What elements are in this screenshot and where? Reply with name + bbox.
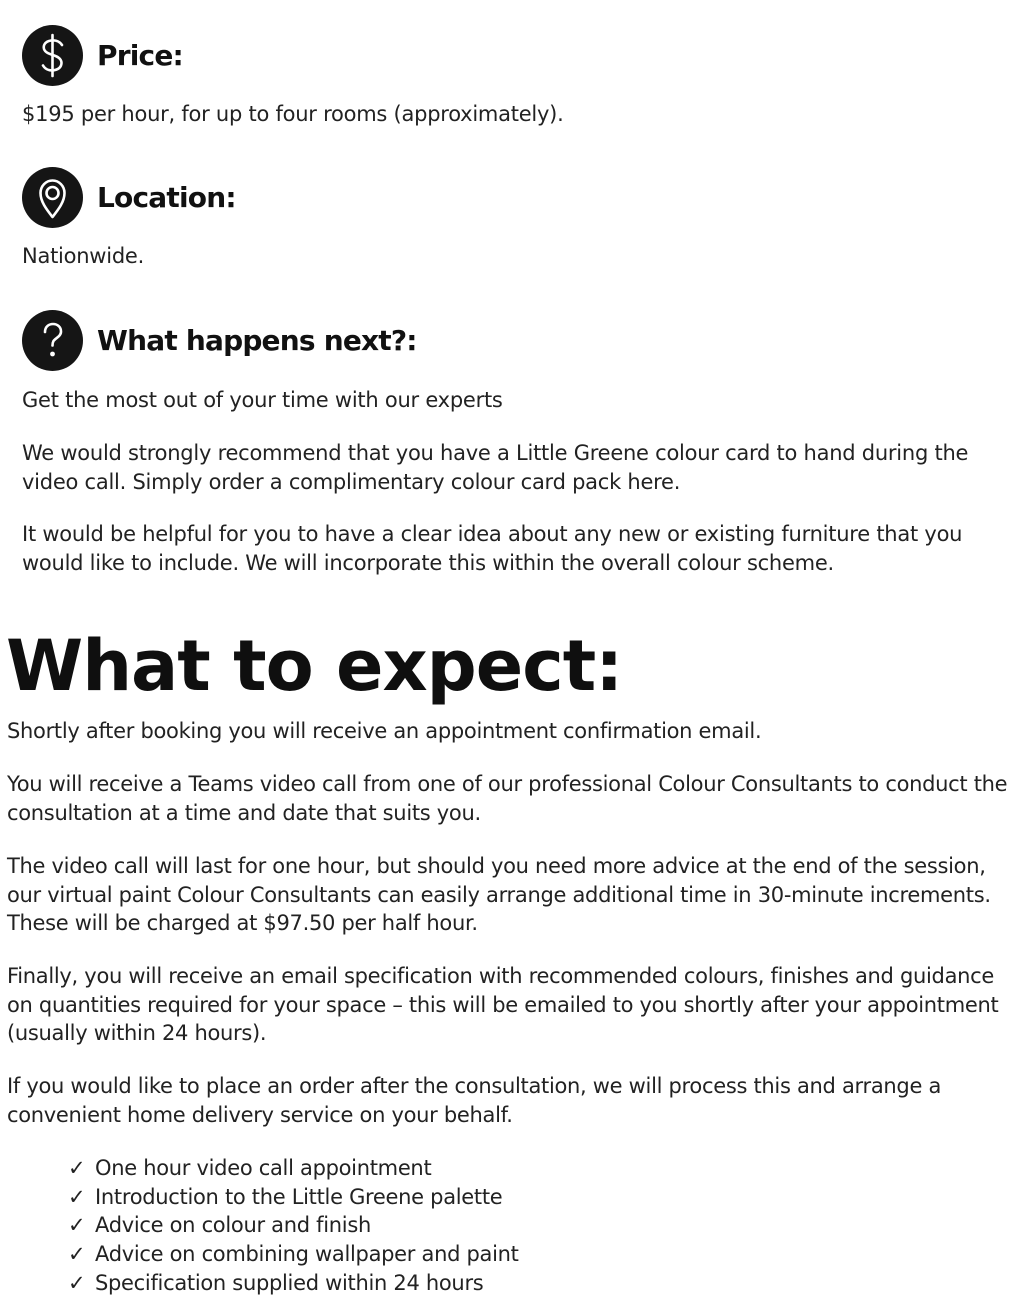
check-icon: ✓ bbox=[68, 1184, 86, 1209]
checklist-item-label: Advice on combining wallpaper and paint bbox=[95, 1242, 519, 1267]
benefits-checklist bbox=[68, 1154, 519, 1298]
check-icon: ✓ bbox=[68, 1242, 86, 1267]
next-paragraph-2: We would strongly recommend that you have a Little Greene colour card to hand during the video call. Simply order a complimentary colour card pack here. bbox=[22, 441, 969, 494]
dollar-icon bbox=[22, 25, 83, 86]
checklist-item-label: One hour video call appointment bbox=[95, 1156, 432, 1180]
price-title: Price: bbox=[97, 38, 183, 72]
next-section bbox=[22, 309, 1002, 371]
expect-paragraph-5: If you would like to place an order after the consultation, we will process this and arrange a convenient home delivery service on your behalf. bbox=[7, 1074, 942, 1127]
expect-heading: What to expect: bbox=[6, 625, 623, 707]
checklist-item bbox=[68, 1154, 519, 1183]
next-paragraph-3: It would be helpful for you to have a clear idea about any new or existing furniture that you would like to include. We will incorporate this within the overall colour scheme. bbox=[22, 522, 963, 575]
next-paragraph-1: Get the most out of your time with our experts bbox=[22, 388, 503, 412]
checklist-item bbox=[68, 1183, 519, 1212]
location-section bbox=[22, 166, 1002, 271]
location-header bbox=[22, 166, 1002, 228]
check-icon: ✓ bbox=[68, 1156, 86, 1180]
checklist-item-label: Specification supplied within 24 hours bbox=[95, 1270, 484, 1295]
next-title: What happens next?: bbox=[97, 323, 417, 357]
location-title: Location: bbox=[97, 180, 236, 214]
expect-paragraph-2: You will receive a Teams video call from one of our professional Colour Consultants to conduct the consultation at a time and date that suits you. bbox=[7, 772, 1008, 825]
next-header bbox=[22, 309, 1002, 371]
price-header bbox=[22, 24, 1002, 86]
expect-paragraph-1: Shortly after booking you will receive an appointment confirmation email. bbox=[7, 719, 762, 743]
checklist-item bbox=[68, 1211, 519, 1240]
expect-paragraph-4: Finally, you will receive an email specification with recommended colours, finishes and guidance on quantities required for your space – this will be emailed to you shortly after your appointment (usually within 24 hours). bbox=[7, 964, 999, 1046]
checklist-item bbox=[68, 1240, 519, 1269]
map-pin-icon bbox=[22, 167, 83, 228]
check-icon: ✓ bbox=[68, 1213, 86, 1238]
location-text: Nationwide. bbox=[22, 244, 144, 268]
checklist-item-label: Introduction to the Little Greene palette bbox=[95, 1184, 503, 1209]
checklist-item-label: Advice on colour and finish bbox=[95, 1213, 371, 1238]
check-icon: ✓ bbox=[68, 1270, 86, 1295]
price-text: $195 per hour, for up to four rooms (approximately). bbox=[22, 102, 564, 126]
expect-paragraph-3: The video call will last for one hour, but should you need more advice at the end of the session, our virtual paint Colour Consultants can easily arrange additional time in 30-minute increments. These will be charged at $97.50 per half hour. bbox=[7, 854, 991, 936]
price-section bbox=[22, 24, 1002, 129]
checklist-item bbox=[68, 1269, 519, 1298]
question-mark-icon bbox=[22, 310, 83, 371]
